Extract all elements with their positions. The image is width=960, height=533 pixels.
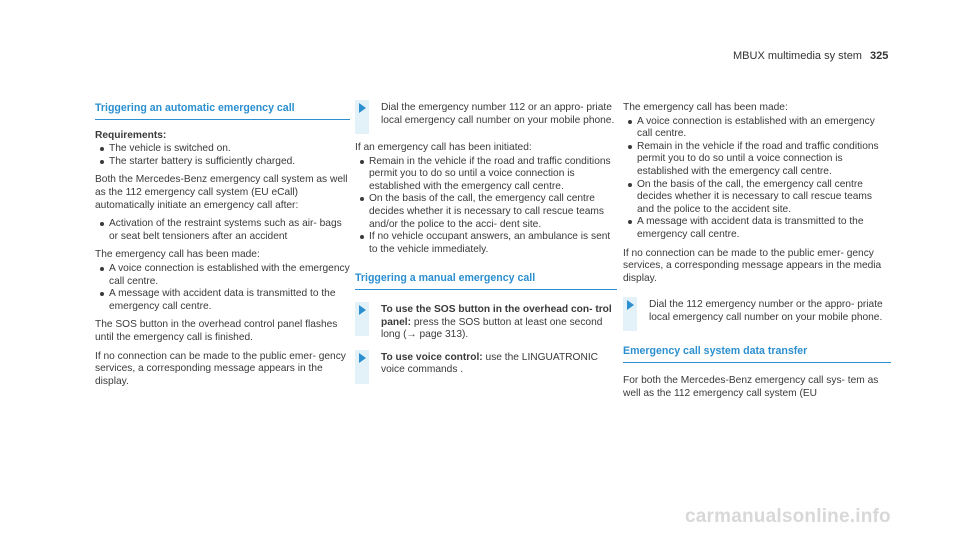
list-item: A voice connection is established with an emergency call centre. — [623, 116, 891, 141]
column-2 — [355, 102, 617, 392]
call-made-list — [95, 263, 350, 313]
step-arrow-icon — [359, 305, 366, 315]
step-text: press the SOS button at least one second long ( — [381, 316, 603, 341]
step-arrow-icon — [627, 300, 634, 310]
paragraph: The emergency call has been made: — [95, 249, 260, 261]
initiated-list — [355, 156, 617, 257]
section-heading-data-transfer: Emergency call system data transfer — [623, 345, 891, 363]
list-item: A voice connection is established with the emergency call centre. — [95, 263, 350, 288]
paragraph: If an emergency call has been initiated: — [355, 142, 532, 153]
instruction-step — [355, 352, 617, 382]
step-text: Dial the emergency number 112 or an appro- priate local emergency call number on your mobile phone. — [381, 102, 615, 126]
watermark-logo: carmanualsonline.info — [685, 506, 891, 527]
column-1 — [95, 102, 350, 394]
page-reference-link[interactable]: → page 313 — [406, 329, 462, 341]
step-arrow-icon — [359, 353, 366, 363]
paragraph: If no connection can be made to the public emer- gency services, a corresponding message appears in the display. — [95, 350, 346, 387]
instruction-step — [355, 102, 617, 132]
trigger-list — [95, 218, 350, 243]
page-number: 325 — [869, 50, 889, 62]
list-item: A message with accident data is transmitted to the emergency call centre. — [95, 288, 350, 313]
step-arrow-icon — [359, 103, 366, 113]
list-item: On the basis of the call, the emergency call centre decides whether it is necessary to call rescue teams and/or the police to the acci- dent site. — [355, 193, 617, 231]
instruction-step — [355, 304, 617, 342]
section-heading-manual: Triggering a manual emergency call — [355, 272, 617, 290]
requirements-label: Requirements: — [95, 129, 167, 141]
list-item: The starter battery is sufficiently charged. — [95, 156, 350, 169]
step-text: use the LINGUATRONIC voice commands . — [381, 351, 599, 376]
requirements-list — [95, 143, 350, 168]
step-label: To use the SOS button in the overhead con- trol panel: — [381, 303, 612, 328]
step-text-end: ). — [462, 329, 469, 341]
list-item: Remain in the vehicle if the road and traffic conditions permit you to do so until a voice connection is established with the emergency call centre. — [355, 156, 617, 194]
paragraph: The emergency call has been made: — [623, 102, 788, 113]
list-item: The vehicle is switched on. — [95, 143, 350, 156]
page-header — [733, 50, 888, 62]
step-label: To use voice control: — [381, 351, 483, 363]
call-made-list — [623, 116, 891, 242]
instruction-step — [623, 299, 891, 329]
section-heading-automatic: Triggering an automatic emergency call — [95, 102, 350, 120]
list-item: If no vehicle occupant answers, an ambulance is sent to the vehicle immediately. — [355, 231, 617, 256]
paragraph: If no connection can be made to the public emer- gency services, a corresponding message appears in the media display. — [623, 247, 882, 284]
header-title: MBUX multimedia sy stem — [733, 50, 862, 62]
column-3 — [623, 102, 891, 406]
list-item: A message with accident data is transmitted to the emergency call centre. — [623, 216, 891, 241]
step-text: Dial the 112 emergency number or the appro- priate local emergency call number on your mobile phone. — [649, 299, 883, 323]
paragraph: The SOS button in the overhead control panel flashes until the emergency call is finished. — [95, 319, 338, 343]
list-item: Activation of the restraint systems such as air- bags or seat belt tensioners after an accident — [95, 218, 350, 243]
list-item: On the basis of the call, the emergency call centre decides whether it is necessary to call rescue teams and the police to the accident site. — [623, 179, 891, 217]
list-item: Remain in the vehicle if the road and traffic conditions permit you to do so until a voice connection is established with the emergency call centre. — [623, 141, 891, 179]
paragraph: For both the Mercedes-Benz emergency call sys- tem as well as the 112 emergency call system (EU — [623, 374, 879, 399]
paragraph: Both the Mercedes-Benz emergency call system as well as the 112 emergency call system (EU eCall) automatically initiate an emergency call after: — [95, 174, 348, 211]
